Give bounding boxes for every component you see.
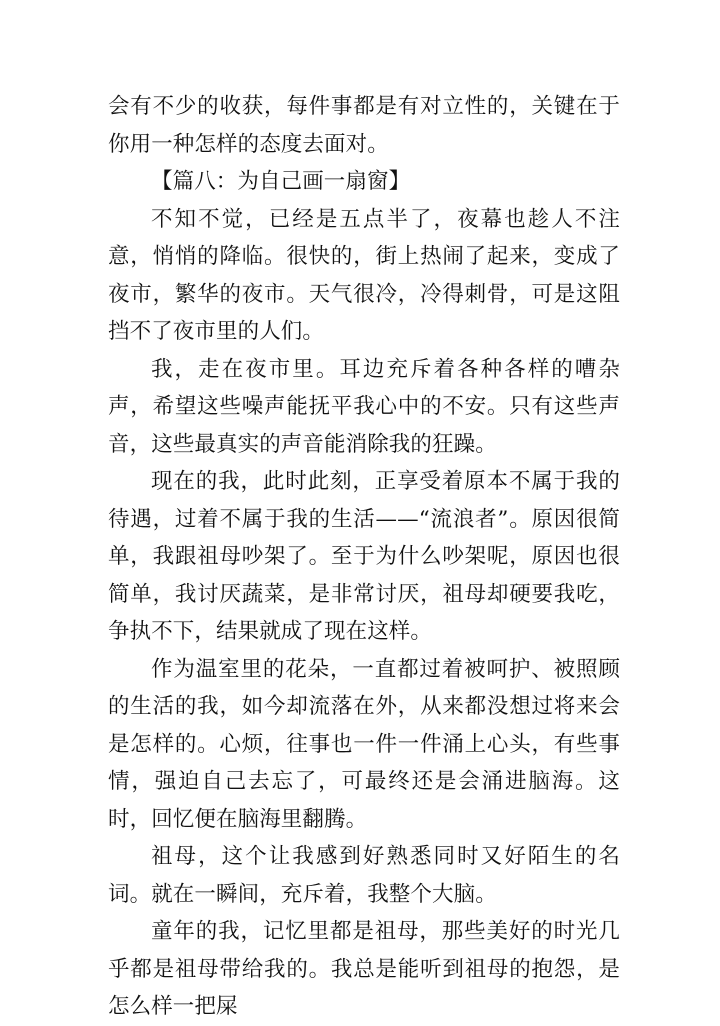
continuation-paragraph: 会有不少的收获，每件事都是有对立性的，关键在于你用一种怎样的态度去面对。 [108, 94, 620, 157]
section-heading: 【篇八：为自己画一扇窗】 [151, 169, 411, 194]
body-text [108, 88, 620, 1026]
paragraph-2: 我，走在夜市里。耳边充斥着各种各样的嘈杂声，希望这些噪声能抚平我心中的不安。只有这些声音，这些最真实的声音能消除我的狂躁。 [108, 356, 620, 457]
paragraph-1: 不知不觉，已经是五点半了，夜幕也趁人不注意，悄悄的降临。很快的，街上热闹了起来，变成了夜市，繁华的夜市。天气很冷，冷得刺骨，可是这阻挡不了夜市里的人们。 [108, 206, 620, 344]
paragraph-3: 现在的我，此时此刻，正享受着原本不属于我的待遇，过着不属于我的生活——“流浪者”。原因很简单，我跟祖母吵架了。至于为什么吵架呢，原因也很简单，我讨厌蔬菜，是非常讨厌，祖母却硬要我吃，争执不下，结果就成了现在这样。 [108, 469, 620, 644]
paragraph-6: 童年的我，记忆里都是祖母，那些美好的时光几乎都是祖母带给我的。我总是能听到祖母的抱怨，是怎么样一把屎 [108, 919, 620, 1019]
paragraph-4: 作为温室里的花朵，一直都过着被呵护、被照顾的生活的我，如今却流落在外，从来都没想过将来会是怎样的。心烦，往事也一件一件涌上心头，有些事情，强迫自己去忘了，可最终还是会涌进脑海。这时，回忆便在脑海里翻腾。 [108, 656, 620, 832]
paragraph-5: 祖母，这个让我感到好熟悉同时又好陌生的名词。就在一瞬间，充斥着，我整个大脑。 [108, 844, 620, 907]
